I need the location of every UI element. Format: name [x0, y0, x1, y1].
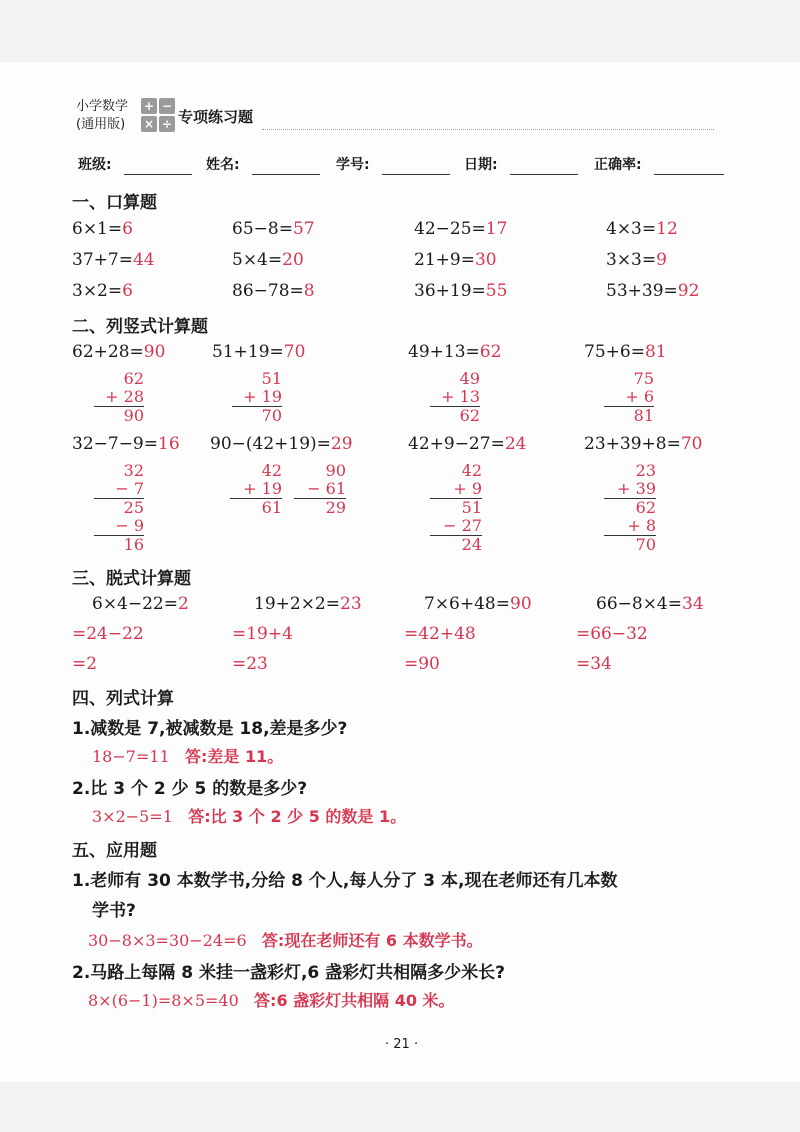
section-vertical: 二、列竖式计算题 [72, 317, 208, 337]
stepwise-step: =66−32 [576, 624, 648, 644]
vertical-work: 90 − 61 29 [294, 462, 346, 517]
accuracy-field[interactable] [654, 174, 724, 175]
stepwise-step: =23 [232, 654, 268, 674]
formula-question-2: 2.比 3 个 2 少 5 的数是多少? [72, 779, 308, 799]
applied-question-2: 2.马路上每隔 8 米挂一盏彩灯,6 盏彩灯共相隔多少米长? [72, 963, 506, 983]
name-label: 姓名: [206, 157, 240, 173]
accuracy-label: 正确率: [594, 157, 642, 173]
page-number: · 21 · [385, 1037, 419, 1052]
name-field[interactable] [252, 174, 320, 175]
bottom-margin [0, 1082, 800, 1132]
student-id-field[interactable] [382, 174, 450, 175]
plus-icon: + [141, 98, 157, 114]
vertical-work: 23 + 39 62 + 8 70 [604, 462, 656, 554]
vertical-equation: 51+19=70 [212, 342, 306, 362]
vertical-work: 51 + 19 70 [232, 370, 282, 425]
oral-item: 53+39=92 [606, 281, 700, 301]
minus-icon: − [159, 98, 175, 114]
series-name: 小学数学 [76, 99, 129, 114]
stepwise-step: =2 [72, 654, 98, 674]
oral-item: 5×4=20 [232, 250, 304, 270]
stepwise-equation: 6×4−22=2 [92, 594, 189, 614]
date-field[interactable] [510, 174, 578, 175]
vertical-work: 49 + 13 62 [430, 370, 480, 425]
vertical-work: 42 + 19 61 [230, 462, 282, 517]
applied-answer-2: 8×(6−1)=8×5=40 答:6 盏彩灯共相隔 40 米。 [88, 991, 455, 1010]
section-formula: 四、列式计算 [72, 689, 174, 709]
oral-item: 86−78=8 [232, 281, 315, 301]
vertical-work: 32 − 7 25 − 9 16 [94, 462, 144, 554]
vertical-work: 42 + 9 51 − 27 24 [430, 462, 482, 554]
vertical-equation: 42+9−27=24 [408, 434, 527, 454]
formula-answer-1: 18−7=11 答:差是 11。 [92, 747, 284, 766]
stepwise-step: =24−22 [72, 624, 144, 644]
applied-question-1: 1.老师有 30 本数学书,分给 8 个人,每人分了 3 本,现在老师还有几本数 [72, 871, 618, 891]
series-label [76, 98, 128, 134]
oral-item: 6×1=6 [72, 219, 133, 239]
formula-question-1: 1.减数是 7,被减数是 18,差是多少? [72, 719, 348, 739]
vertical-equation: 90−(42+19)=29 [210, 434, 353, 454]
book-title: 专项练习题 [178, 108, 254, 126]
vertical-equation: 32−7−9=16 [72, 434, 180, 454]
student-id-label: 学号: [336, 157, 370, 173]
series-edition: (通用版) [76, 117, 126, 132]
oral-item: 65−8=57 [232, 219, 315, 239]
oral-item: 42−25=17 [414, 219, 508, 239]
date-label: 日期: [464, 157, 498, 173]
section-applied: 五、应用题 [72, 841, 157, 861]
vertical-equation: 23+39+8=70 [584, 434, 703, 454]
times-icon: × [141, 116, 157, 132]
stepwise-step: =19+4 [232, 624, 293, 644]
section-oral: 一、口算题 [72, 193, 157, 213]
stepwise-step: =42+48 [404, 624, 476, 644]
oral-item: 21+9=30 [414, 250, 497, 270]
oral-item: 3×2=6 [72, 281, 133, 301]
oral-item: 3×3=9 [606, 250, 667, 270]
formula-answer-2: 3×2−5=1 答:比 3 个 2 少 5 的数是 1。 [92, 807, 407, 826]
stepwise-equation: 66−8×4=34 [596, 594, 704, 614]
divide-icon: ÷ [159, 116, 175, 132]
applied-question-1-cont: 学书? [92, 901, 136, 921]
applied-answer-1: 30−8×3=30−24=6 答:现在老师还有 6 本数学书。 [88, 931, 483, 950]
vertical-work: 75 + 6 81 [604, 370, 654, 425]
stepwise-equation: 19+2×2=23 [254, 594, 362, 614]
vertical-work: 62 + 28 90 [94, 370, 144, 425]
vertical-equation: 49+13=62 [408, 342, 502, 362]
vertical-equation: 75+6=81 [584, 342, 667, 362]
oral-item: 37+7=44 [72, 250, 155, 270]
oral-item: 36+19=55 [414, 281, 508, 301]
header-divider [262, 129, 714, 130]
class-label: 班级: [78, 157, 112, 173]
operators-logo [141, 98, 175, 132]
stepwise-equation: 7×6+48=90 [424, 594, 532, 614]
stepwise-step: =34 [576, 654, 612, 674]
top-margin [0, 0, 800, 62]
vertical-equation: 62+28=90 [72, 342, 166, 362]
class-field[interactable] [124, 174, 192, 175]
oral-item: 4×3=12 [606, 219, 678, 239]
stepwise-step: =90 [404, 654, 440, 674]
section-stepwise: 三、脱式计算题 [72, 569, 191, 589]
